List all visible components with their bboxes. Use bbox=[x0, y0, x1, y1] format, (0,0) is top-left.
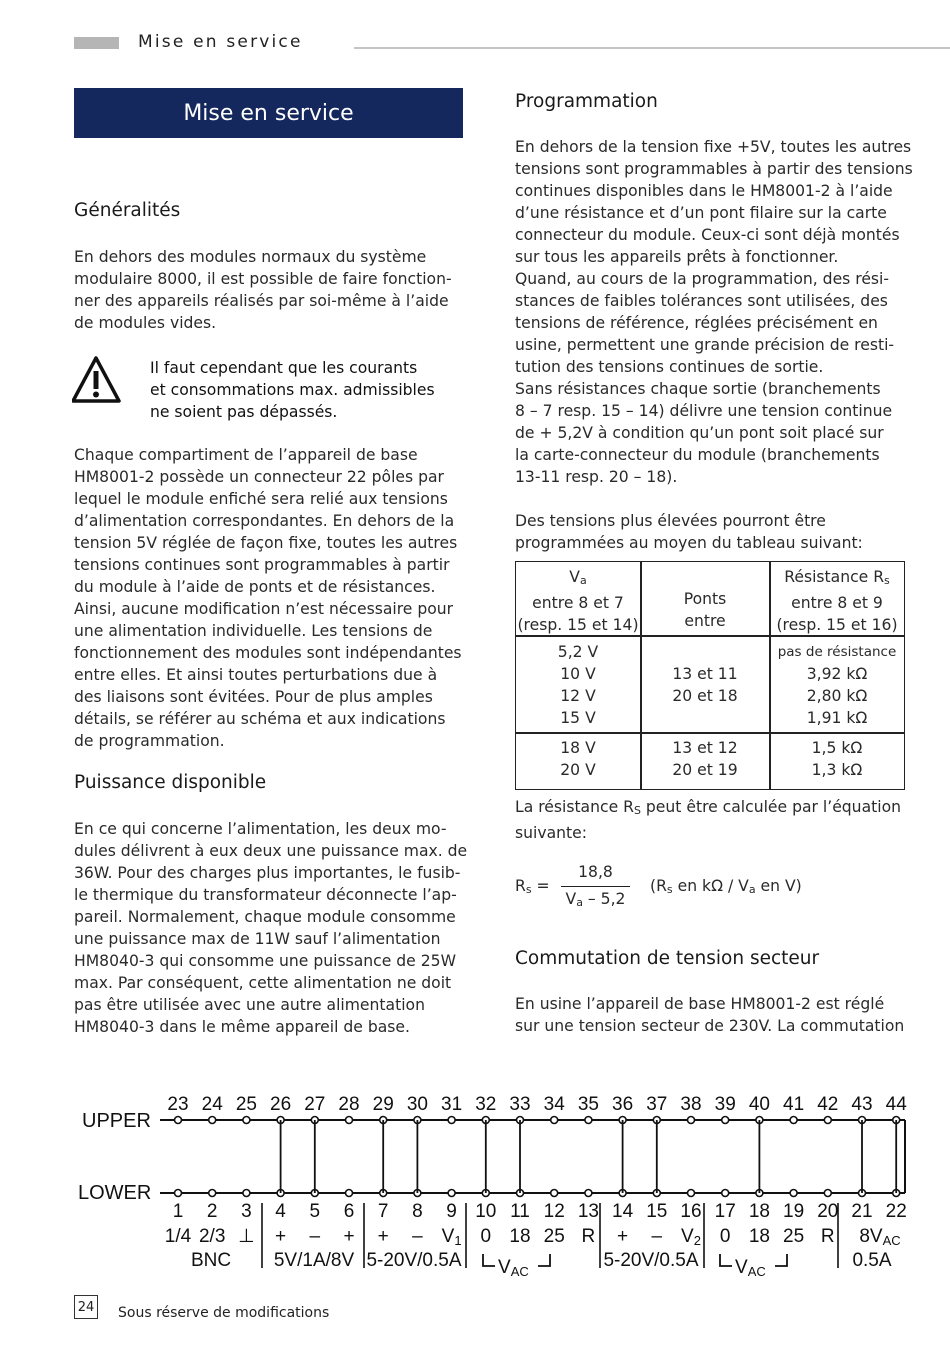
table-cell: 13 et 11 bbox=[672, 665, 738, 683]
vac-bracket-2 bbox=[720, 1254, 787, 1279]
text-line: En ce qui concerne l’alimentation, les deux mo- bbox=[74, 820, 447, 838]
upper-pin-terminal bbox=[824, 1117, 831, 1124]
lower-pin-number: 6 bbox=[343, 1201, 355, 1222]
heading-generalites: Généralités bbox=[74, 200, 181, 221]
upper-pin-number: 25 bbox=[235, 1094, 257, 1115]
lower-pin-terminal bbox=[722, 1190, 729, 1197]
upper-pin-number: 38 bbox=[680, 1094, 702, 1115]
text-line: Ainsi, aucune modification n’est nécessaire pour bbox=[74, 600, 454, 618]
text-line: la carte-connecteur du module (branchements bbox=[515, 446, 880, 464]
upper-pin-number: 30 bbox=[406, 1094, 428, 1115]
table-cell: 1,3 kΩ bbox=[811, 761, 863, 779]
text-line: dules délivrent à eux deux une puissance max. de bbox=[74, 842, 468, 860]
warning-icon bbox=[72, 355, 122, 405]
heading-commutation: Commutation de tension secteur bbox=[515, 948, 820, 969]
text-line: pas être utilisée avec une autre alimentation bbox=[74, 996, 425, 1014]
lower-pin-terminal bbox=[585, 1190, 592, 1197]
text-line: et consommations max. admissibles bbox=[150, 381, 435, 399]
paragraph-commutation bbox=[515, 993, 905, 1037]
text-line: Des tensions plus élevées pourront être bbox=[515, 512, 826, 530]
text-line: ne soient pas dépassés. bbox=[150, 403, 338, 421]
text-line: sur tous les appareils prêts à fonctionner. bbox=[515, 248, 839, 266]
paragraph-puissance bbox=[74, 818, 468, 1038]
upper-pin-terminal bbox=[585, 1117, 592, 1124]
text-line: tensions continues sont programmables à partir bbox=[74, 556, 450, 574]
upper-pin-terminal bbox=[688, 1117, 695, 1124]
table-cell: 15 V bbox=[560, 709, 596, 727]
upper-pin-number: 31 bbox=[441, 1094, 463, 1115]
pin-function-label: – bbox=[412, 1226, 423, 1247]
text-line: de modules vides. bbox=[74, 314, 217, 332]
text-line: lequel le module enfiché sera relié aux tensions bbox=[74, 490, 448, 508]
table-cell: 2,80 kΩ bbox=[806, 687, 868, 705]
text-line: entre elles. Et ainsi toutes perturbations due à bbox=[74, 666, 438, 684]
pin-function-label: 0 bbox=[480, 1226, 492, 1247]
lower-pin-terminal bbox=[209, 1190, 216, 1197]
table-cell: 18 V bbox=[560, 739, 596, 757]
table-cell: 10 V bbox=[560, 665, 596, 683]
table-divider bbox=[516, 732, 904, 734]
table-group2-va bbox=[516, 737, 640, 781]
lower-pin-number: 1 bbox=[172, 1201, 184, 1222]
pin-function-label: + bbox=[617, 1226, 629, 1247]
upper-pin-terminal bbox=[175, 1117, 182, 1124]
table-cell: 1,91 kΩ bbox=[806, 709, 868, 727]
pin-function-label: 2/3 bbox=[198, 1226, 226, 1247]
upper-pin-number: 24 bbox=[201, 1094, 223, 1115]
pin-function-label: 25 bbox=[543, 1226, 565, 1247]
text-line: 36W. Pour des charges plus importantes, le fusib- bbox=[74, 864, 461, 882]
warning-text bbox=[150, 357, 435, 423]
lower-pin-number: 22 bbox=[885, 1201, 907, 1222]
text-line: d’une résistance et d’un pont filaire sur la carte bbox=[515, 204, 887, 222]
table-group1-va bbox=[516, 641, 640, 729]
text-line: 8 – 7 resp. 15 – 14) délivre une tension continue bbox=[515, 402, 893, 420]
table-cell: 1,5 kΩ bbox=[811, 739, 863, 757]
footer-note: Sous réserve de modifications bbox=[118, 1305, 330, 1321]
text-line: ner des appareils réalisés par soi-même à l’aide bbox=[74, 292, 449, 310]
paragraph-programmation-2 bbox=[515, 510, 905, 554]
lower-pin-terminal bbox=[824, 1190, 831, 1197]
upper-pin-number: 36 bbox=[612, 1094, 634, 1115]
upper-pin-terminal bbox=[448, 1117, 455, 1124]
text-line: le thermique du transformateur déconnecte l’ap- bbox=[74, 886, 457, 904]
upper-pin-number: 23 bbox=[167, 1094, 189, 1115]
text-line: modulaire 8000, il est possible de faire fonction- bbox=[74, 270, 452, 288]
group-label-05a: 0.5A bbox=[852, 1250, 892, 1271]
page-number: 24 bbox=[74, 1295, 98, 1319]
lower-label: LOWER bbox=[78, 1182, 152, 1204]
upper-pin-number: 42 bbox=[817, 1094, 839, 1115]
lower-pin-number: 14 bbox=[612, 1201, 634, 1222]
lower-pin-number: 18 bbox=[748, 1201, 770, 1222]
text-line: stances de faibles tolérances sont utilisées, des bbox=[515, 292, 888, 310]
lower-pin-number: 9 bbox=[446, 1201, 457, 1222]
text-line: HM8040-3 qui consomme une puissance de 25W bbox=[74, 952, 456, 970]
upper-pin-number: 35 bbox=[577, 1094, 599, 1115]
header-rule bbox=[354, 47, 950, 49]
text-line: Chaque compartiment de l’appareil de base bbox=[74, 446, 418, 464]
paragraph-generalites-1 bbox=[74, 246, 463, 334]
heading-programmation: Programmation bbox=[515, 91, 658, 112]
table-cell: 20 V bbox=[560, 761, 596, 779]
lower-pin-terminal bbox=[551, 1190, 558, 1197]
upper-pin-number: 33 bbox=[509, 1094, 531, 1115]
connector-diagram bbox=[0, 1085, 950, 1280]
table-group2-ponts bbox=[641, 737, 769, 781]
pin-function-label: – bbox=[309, 1226, 321, 1247]
formula-numerator: 18,8 bbox=[578, 863, 613, 881]
pin-function-label: 1/4 bbox=[164, 1226, 192, 1247]
text-line: sur une tension secteur de 230V. La commutation bbox=[515, 1017, 905, 1035]
pin-function-label: – bbox=[651, 1226, 663, 1247]
pin-function-label: R bbox=[820, 1226, 835, 1247]
pin-function-label: 8VAC bbox=[859, 1226, 901, 1248]
text-line: 13-11 resp. 20 – 18). bbox=[515, 468, 678, 486]
vac-label-2: VAC bbox=[735, 1257, 766, 1279]
formula-denominator: Va – 5,2 bbox=[565, 890, 626, 909]
text-line: fonctionnement des modules sont indépendantes bbox=[74, 644, 462, 662]
lower-pin-number: 8 bbox=[412, 1201, 423, 1222]
upper-pin-number: 37 bbox=[646, 1094, 668, 1115]
lower-pin-terminal bbox=[346, 1190, 353, 1197]
lower-pin-number: 20 bbox=[817, 1201, 839, 1222]
upper-pin-number: 39 bbox=[714, 1094, 736, 1115]
table-cell: 5,2 V bbox=[557, 643, 599, 661]
text-line: HM8040-3 dans le même appareil de base. bbox=[74, 1018, 410, 1036]
formula bbox=[515, 860, 905, 916]
lower-pin-number: 15 bbox=[646, 1201, 668, 1222]
pin-function-label: R bbox=[581, 1226, 596, 1247]
upper-pin-number: 27 bbox=[304, 1094, 326, 1115]
lower-pin-terminal bbox=[790, 1190, 797, 1197]
text-line: programmées au moyen du tableau suivant: bbox=[515, 534, 863, 552]
table-cell: 20 et 19 bbox=[672, 761, 738, 779]
lower-pin-terminal bbox=[688, 1190, 695, 1197]
table-cell: 12 V bbox=[560, 687, 596, 705]
header-marker bbox=[74, 37, 119, 49]
group-label-5-20v-1: 5-20V/0.5A bbox=[366, 1250, 462, 1271]
table-header-resistance: Résistance Rs entre 8 et 9 (resp. 15 et 16) bbox=[776, 568, 898, 634]
upper-pin-number: 43 bbox=[851, 1094, 873, 1115]
text-line: détails, se référer au schéma et aux indications bbox=[74, 710, 446, 728]
text-line: Quand, au cours de la programmation, des rési- bbox=[515, 270, 889, 288]
lower-pin-number: 12 bbox=[543, 1201, 565, 1222]
upper-label: UPPER bbox=[82, 1110, 151, 1132]
text-line: connecteur du module. Ceux-ci sont déjà montés bbox=[515, 226, 900, 244]
text-line: Sans résistances chaque sortie (branchements bbox=[515, 380, 881, 398]
pin-function-label: 18 bbox=[748, 1226, 770, 1247]
text-line: En dehors des modules normaux du système bbox=[74, 248, 427, 266]
text-line: En dehors de la tension fixe +5V, toutes les autres bbox=[515, 138, 912, 156]
formula-fraction-bar bbox=[561, 886, 630, 887]
table-group2-resistance bbox=[770, 737, 904, 781]
table-cell: 20 et 18 bbox=[672, 687, 738, 705]
pin-function-label: 0 bbox=[719, 1226, 731, 1247]
lower-pin-number: 2 bbox=[206, 1201, 218, 1222]
group-label-5v: 5V/1A/8V bbox=[273, 1250, 355, 1271]
upper-pin-number: 29 bbox=[372, 1094, 394, 1115]
heading-puissance: Puissance disponible bbox=[74, 772, 267, 793]
text-line: continues disponibles dans le HM8001-2 à l’aide bbox=[515, 182, 893, 200]
upper-pin-number: 34 bbox=[543, 1094, 565, 1115]
lower-pin-number: 11 bbox=[510, 1201, 530, 1222]
lower-pin-number: 4 bbox=[275, 1201, 286, 1222]
lower-pin-number: 19 bbox=[783, 1201, 805, 1222]
programming-table bbox=[515, 561, 905, 790]
pin-function-label: + bbox=[377, 1226, 389, 1247]
upper-pin-number: 32 bbox=[475, 1094, 497, 1115]
vac-label-1: VAC bbox=[498, 1257, 529, 1279]
upper-pin-number: 40 bbox=[748, 1094, 770, 1115]
pin-function-label: ⊥ bbox=[238, 1226, 255, 1247]
pin-function-label: 18 bbox=[509, 1226, 531, 1247]
text-line: max. Par conséquent, cette alimentation ne doit bbox=[74, 974, 452, 992]
paragraph-programmation-1 bbox=[515, 136, 913, 488]
upper-pin-number: 44 bbox=[885, 1094, 907, 1115]
lower-pin-number: 16 bbox=[680, 1201, 702, 1222]
table-header-va: Va entre 8 et 7 (resp. 15 et 14) bbox=[517, 568, 639, 634]
upper-pin-number: 41 bbox=[783, 1094, 805, 1115]
upper-pin-terminal bbox=[209, 1117, 216, 1124]
lower-pin-number: 13 bbox=[577, 1201, 599, 1222]
pin-function-label: V2 bbox=[681, 1226, 701, 1248]
text-line: une alimentation individuelle. Les tensions de bbox=[74, 622, 433, 640]
text-line: du module à l’aide de ponts et de résistances. bbox=[74, 578, 436, 596]
section-banner: Mise en service bbox=[74, 88, 463, 138]
upper-pin-terminal bbox=[790, 1117, 797, 1124]
paragraph-programmation-3: La résistance RS peut être calculée par l’équation suivante: bbox=[515, 798, 901, 842]
table-header-ponts: Ponts entre bbox=[683, 590, 727, 630]
formula-note: (Rs en kΩ / Va en V) bbox=[650, 877, 802, 896]
upper-pin-terminal bbox=[243, 1117, 250, 1124]
lower-pin-number: 7 bbox=[377, 1201, 389, 1222]
upper-pin-terminal bbox=[346, 1117, 353, 1124]
group-label-bnc: BNC bbox=[190, 1250, 232, 1271]
lower-pin-number: 17 bbox=[714, 1201, 736, 1222]
table-cell: pas de résistance bbox=[777, 644, 897, 660]
lower-pin-number: 21 bbox=[851, 1201, 873, 1222]
pin-function-label: + bbox=[343, 1226, 355, 1247]
lower-pin-number: 5 bbox=[309, 1201, 321, 1222]
lower-pin-terminal bbox=[175, 1190, 182, 1197]
header-title: Mise en service bbox=[138, 32, 303, 52]
text-line: Il faut cependant que les courants bbox=[150, 359, 418, 377]
text-line: des liaisons sont évitées. Pour de plus amples bbox=[74, 688, 433, 706]
text-line: de + 5,2V à condition qu’un pont soit placé sur bbox=[515, 424, 884, 442]
group-label-5-20v-2: 5-20V/0.5A bbox=[603, 1250, 699, 1271]
upper-pin-number: 28 bbox=[338, 1094, 360, 1115]
paragraph-generalites-2 bbox=[74, 444, 463, 752]
pin-function-label: 25 bbox=[783, 1226, 805, 1247]
table-cell: 3,92 kΩ bbox=[806, 665, 868, 683]
lower-pin-number: 10 bbox=[475, 1201, 497, 1222]
table-cell: 13 et 12 bbox=[672, 739, 738, 757]
text-line: d’alimentation correspondantes. En dehors de la bbox=[74, 512, 455, 530]
lower-pin-terminal bbox=[448, 1190, 455, 1197]
lower-pin-terminal bbox=[243, 1190, 250, 1197]
text-line: usine, permettent une grande précision de resti- bbox=[515, 336, 895, 354]
table-group1-ponts bbox=[641, 663, 769, 707]
formula-lhs: Rs = bbox=[515, 877, 550, 896]
text-line: une puissance max de 11W sauf l’alimentation bbox=[74, 930, 441, 948]
text-line: tensions de référence, réglées précisément en bbox=[515, 314, 878, 332]
lower-pin-number: 3 bbox=[241, 1201, 252, 1222]
text-line: tution des tensions continues de sortie. bbox=[515, 358, 824, 376]
text-line: En usine l’appareil de base HM8001-2 est réglé bbox=[515, 995, 885, 1013]
text-line: tensions sont programmables à partir des tensions bbox=[515, 160, 913, 178]
upper-pin-terminal bbox=[551, 1117, 558, 1124]
upper-pin-terminal bbox=[722, 1117, 729, 1124]
text-line: de programmation. bbox=[74, 732, 225, 750]
vac-bracket-1 bbox=[483, 1254, 550, 1279]
pin-function-label: + bbox=[275, 1226, 287, 1247]
pin-function-label: V1 bbox=[441, 1226, 462, 1248]
table-group1-resistance bbox=[770, 641, 904, 729]
text-line: tension 5V réglée de façon fixe, toutes les autres bbox=[74, 534, 458, 552]
text-line: HM8001-2 possède un connecteur 22 pôles par bbox=[74, 468, 444, 486]
text-line: pareil. Normalement, chaque module consomme bbox=[74, 908, 456, 926]
upper-pin-number: 26 bbox=[270, 1094, 292, 1115]
